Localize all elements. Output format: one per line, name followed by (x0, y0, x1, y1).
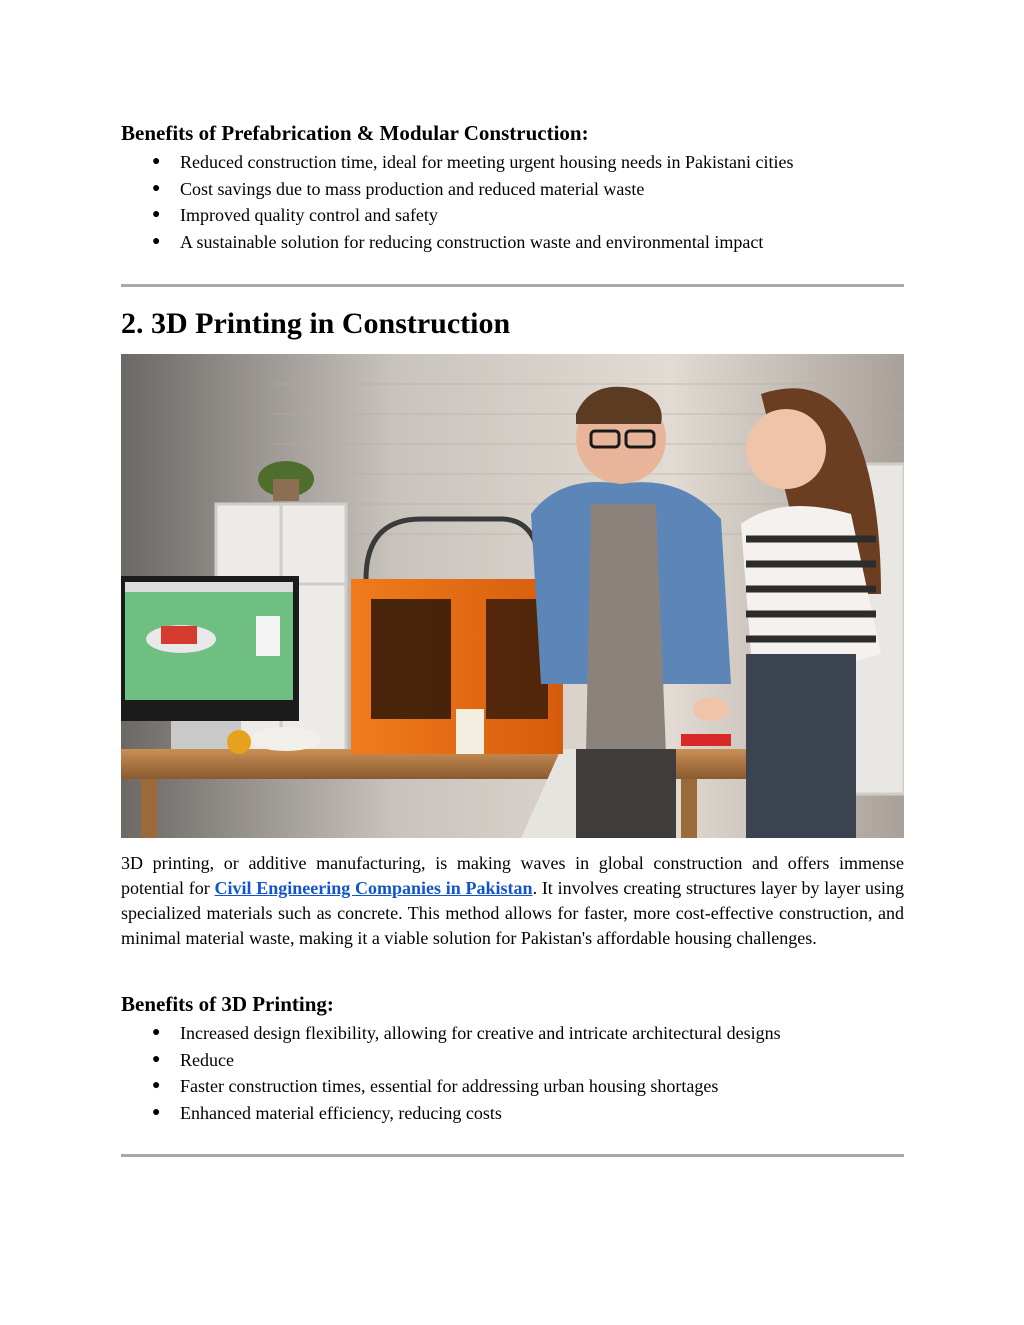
list-item: ● Reduced construction time, ideal for meeting urgent housing needs in Pakistani cities (121, 149, 904, 176)
list-item: ● Cost savings due to mass production and reduced material waste (121, 176, 904, 203)
section-title: 2. 3D Printing in Construction (121, 307, 511, 340)
bullet-icon: ● (152, 1025, 161, 1040)
section-divider (121, 284, 904, 287)
3d-printing-photo (121, 354, 904, 838)
bullet-icon: ● (152, 180, 161, 196)
list-item: ● Increased design flexibility, allowing for creative and intricate architectural designs (121, 1020, 904, 1047)
list-item: ● Faster construction times, essential for addressing urban housing shortages (121, 1073, 904, 1100)
list-item: ● Reduce (121, 1047, 904, 1074)
list-item: ● Improved quality control and safety (121, 202, 904, 229)
bullet-icon: ● (152, 1104, 161, 1120)
civil-engineering-link[interactable]: Civil Engineering Companies in Pakistan (214, 878, 533, 898)
3d-printing-benefits-heading: Benefits of 3D Printing: (121, 992, 334, 1016)
bullet-icon: ● (152, 207, 161, 222)
prefab-benefits-heading: Benefits of Prefabrication & Modular Construction: (121, 121, 589, 145)
3d-printing-benefits-list (121, 1020, 904, 1126)
bullet-icon: ● (152, 1078, 161, 1093)
prefab-benefits-list (121, 149, 904, 255)
list-item: ● A sustainable solution for reducing construction waste and environmental impact (121, 229, 904, 256)
body-paragraph: 3D printing, or additive manufacturing, is making waves in global construction and offers immense potential for Civil Engineering Companies in Pakistan. It involves creating structures layer by layer using specialized materials such as concrete. This method allows for faster, more cost-effective construction, and minimal material waste, making it a viable solution for Pakistan's affordable housing challenges. (121, 853, 904, 948)
bullet-icon: ● (152, 154, 161, 169)
bullet-icon: ● (152, 1051, 161, 1067)
list-item: ● Enhanced material efficiency, reducing costs (121, 1100, 904, 1127)
section-divider (121, 1154, 904, 1157)
bullet-icon: ● (152, 233, 161, 249)
